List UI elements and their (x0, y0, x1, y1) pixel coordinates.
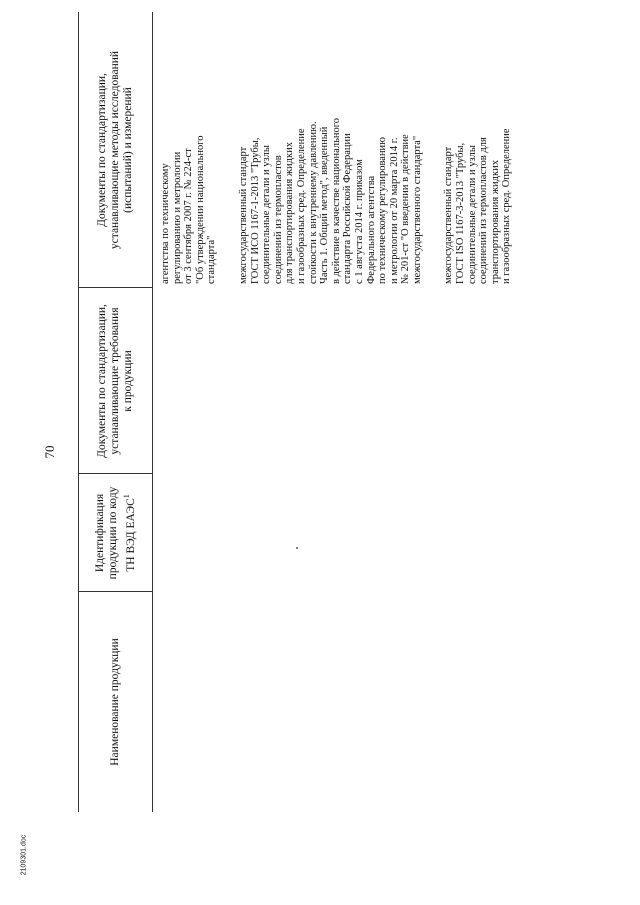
rotated-table-container (78, 12, 570, 812)
text-line: и газообразных сред. Определение (295, 128, 307, 284)
text-line: транспортирования жидких (489, 160, 501, 284)
text-line: регулированию и метрологии (171, 151, 183, 284)
text-line: соединительные детали и узлы (466, 145, 478, 284)
text-line: агентства по техническому (160, 163, 171, 284)
header-product-id-line-2: продукции по коду (106, 486, 119, 580)
header-product-id (79, 474, 152, 592)
text-line: стандарта" (206, 235, 218, 284)
text-line: ГОСТ ИСО 1167-1-2013 "Трубы, (249, 137, 261, 284)
header-product-id-line-1: Идентификация (93, 493, 106, 573)
scan-speck (296, 547, 298, 549)
header-methods-line-3: (испытаний) и измерений (122, 87, 134, 213)
page-number: 70 (42, 445, 57, 459)
text-line: Федерального агентства (365, 175, 377, 284)
header-methods-docs (79, 12, 152, 288)
text-line: стойкости к внутреннему давлению. (307, 121, 319, 284)
text-line: и метрологии от 20 марта 2014 г. (388, 137, 400, 284)
text-line: и газообразных сред. Определение (501, 128, 513, 284)
methods-entry-2 (238, 22, 424, 284)
text-line: № 201-ст "О введении в действие (400, 134, 412, 284)
text-line: Часть 1. Общий метод", введенный (319, 126, 331, 284)
text-line: межгосударственный стандарт (237, 146, 249, 284)
header-requirements-line-1: Документы по стандартизации, (96, 304, 108, 458)
methods-entry-1 (160, 22, 218, 284)
text-line: с 1 августа 2014 г. приказом (353, 159, 365, 284)
text-line: для транспортирования жидких (284, 142, 296, 284)
text-line: межгосударственный стандарт (443, 146, 455, 284)
header-product-name (79, 592, 152, 812)
header-requirements-line-2: устанавливающие требования (109, 307, 121, 455)
text-line: от 3 сентября 2007 г. № 224-ст (183, 148, 195, 284)
methods-entry-3 (443, 22, 513, 284)
text-line: по техническому регулированию (377, 136, 389, 284)
text-line: соединений из термопластов (272, 155, 284, 284)
table-header (78, 12, 153, 812)
text-line: в действие в качестве национального (330, 117, 342, 284)
text-line: соединений из термопластов для (478, 137, 490, 284)
methods-column-content (160, 22, 533, 284)
text-line: соединительные детали и узлы (261, 145, 273, 284)
text-line: "Об утверждении национального (194, 135, 206, 284)
header-requirements-docs (79, 288, 152, 474)
header-methods-line-2: устанавливающие методы исследований (109, 50, 121, 250)
rotated-table (78, 12, 570, 812)
footnote-marker: 1 (121, 494, 131, 499)
text-line: межгосударственного стандарта" (411, 135, 423, 284)
footer-document-code: 2109301.doc (20, 834, 28, 876)
text-line: ГОСТ ISO 1167-3-2013 "Трубы, (455, 142, 467, 284)
header-product-id-line-3: ТН ВЭД ЕАЭС (124, 498, 137, 572)
header-methods-line-1: Документы по стандартизации, (96, 73, 108, 227)
header-requirements-line-3: к продукции (122, 350, 134, 412)
text-line: стандарта Российской Федерации (342, 133, 354, 284)
header-product-name-text: Наименование продукции (109, 638, 121, 766)
